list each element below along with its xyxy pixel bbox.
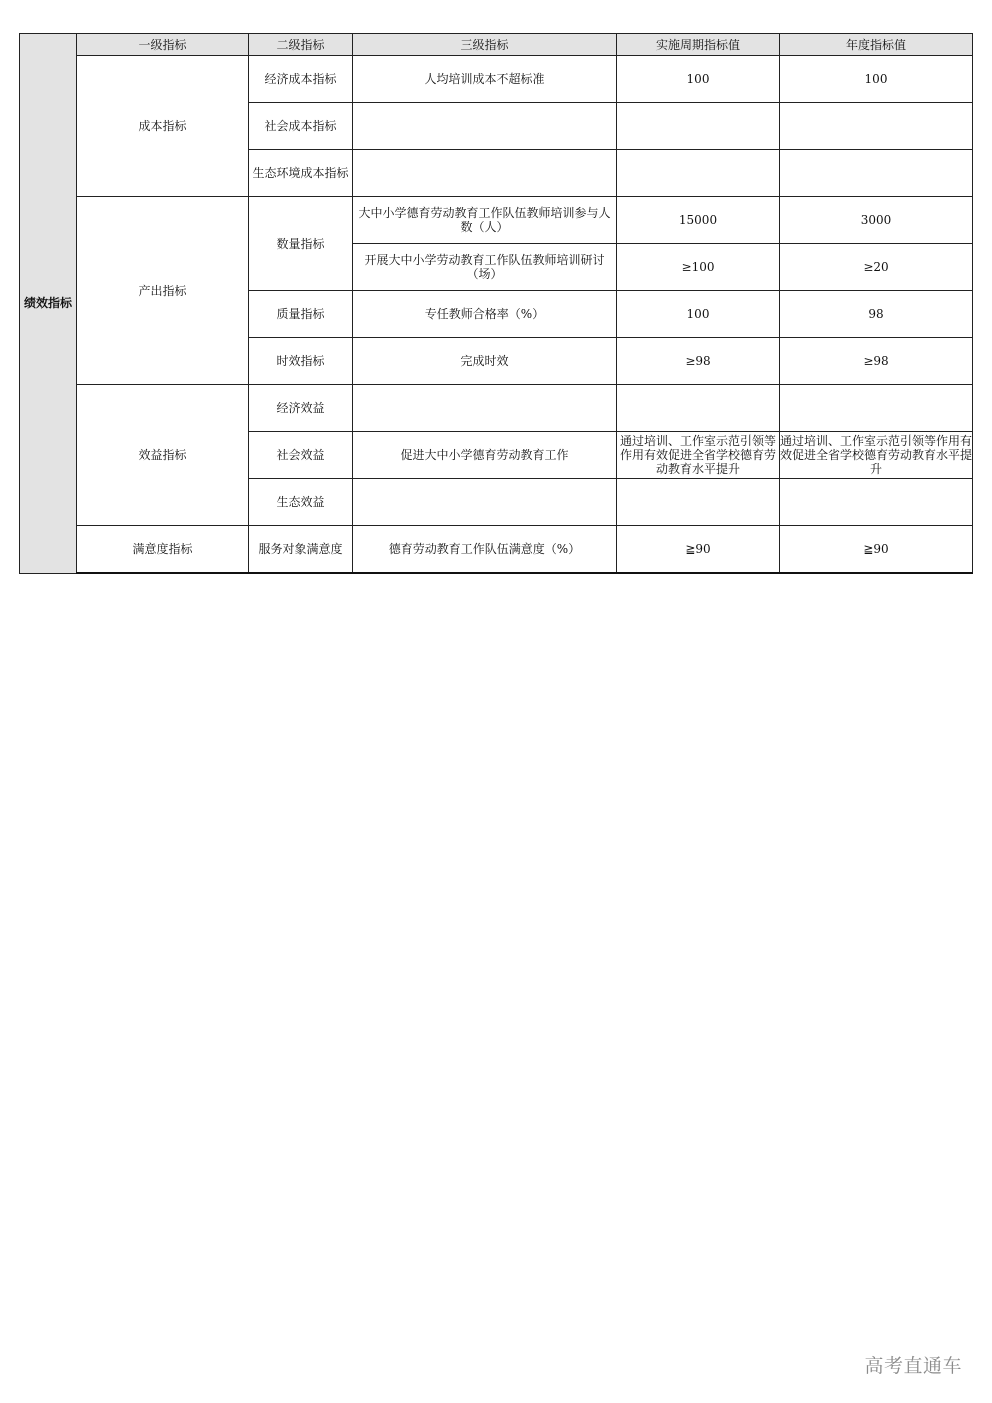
cell-annual: 通过培训、工作室示范引领等作用有效促进全省学校德育劳动教育水平提升 bbox=[780, 432, 973, 479]
cell-period bbox=[617, 479, 780, 526]
cell-level2-quantity: 数量指标 bbox=[249, 197, 353, 291]
cell-annual: ≧90 bbox=[780, 526, 973, 574]
group-satisfaction-label: 满意度指标 bbox=[77, 526, 249, 574]
cell-level2: 经济成本指标 bbox=[249, 56, 353, 103]
cell-level2: 质量指标 bbox=[249, 291, 353, 338]
cell-period bbox=[617, 385, 780, 432]
side-label-performance: 绩效指标 bbox=[20, 34, 77, 574]
cell-annual bbox=[780, 385, 973, 432]
performance-indicator-table bbox=[19, 33, 973, 574]
cell-level2: 生态环境成本指标 bbox=[249, 150, 353, 197]
cell-level2: 生态效益 bbox=[249, 479, 353, 526]
header-period-value: 实施周期指标值 bbox=[617, 34, 780, 56]
table-header-row bbox=[20, 34, 973, 56]
cell-level2: 服务对象满意度 bbox=[249, 526, 353, 574]
cell-period: 通过培训、工作室示范引领等作用有效促进全省学校德育劳动教育水平提升 bbox=[617, 432, 780, 479]
cell-level3 bbox=[353, 479, 617, 526]
cell-period: ≧90 bbox=[617, 526, 780, 574]
cell-annual: ≥98 bbox=[780, 338, 973, 385]
cell-level3: 完成时效 bbox=[353, 338, 617, 385]
header-level2: 二级指标 bbox=[249, 34, 353, 56]
cell-level3: 开展大中小学劳动教育工作队伍教师培训研讨（场） bbox=[353, 244, 617, 291]
cell-period: 15000 bbox=[617, 197, 780, 244]
cell-annual bbox=[780, 150, 973, 197]
header-annual-value: 年度指标值 bbox=[780, 34, 973, 56]
cell-level3: 专任教师合格率（%） bbox=[353, 291, 617, 338]
table-row bbox=[20, 197, 973, 244]
cell-level3 bbox=[353, 103, 617, 150]
header-level3: 三级指标 bbox=[353, 34, 617, 56]
cell-annual: ≥20 bbox=[780, 244, 973, 291]
cell-period: ≥98 bbox=[617, 338, 780, 385]
cell-level3: 人均培训成本不超标准 bbox=[353, 56, 617, 103]
cell-annual bbox=[780, 103, 973, 150]
group-output-label: 产出指标 bbox=[77, 197, 249, 385]
table-row bbox=[20, 526, 973, 574]
group-benefit-label: 效益指标 bbox=[77, 385, 249, 526]
cell-period: 100 bbox=[617, 56, 780, 103]
cell-level2: 社会效益 bbox=[249, 432, 353, 479]
cell-level3: 德育劳动教育工作队伍满意度（%） bbox=[353, 526, 617, 574]
cell-level2: 时效指标 bbox=[249, 338, 353, 385]
cell-period: ≥100 bbox=[617, 244, 780, 291]
group-cost-label: 成本指标 bbox=[77, 56, 249, 197]
cell-level3: 大中小学德育劳动教育工作队伍教师培训参与人数（人） bbox=[353, 197, 617, 244]
cell-level2: 社会成本指标 bbox=[249, 103, 353, 150]
cell-annual: 3000 bbox=[780, 197, 973, 244]
header-level1: 一级指标 bbox=[77, 34, 249, 56]
watermark: 高考直通车 bbox=[864, 1355, 962, 1377]
cell-period bbox=[617, 150, 780, 197]
cell-level3 bbox=[353, 385, 617, 432]
cell-period bbox=[617, 103, 780, 150]
cell-level3 bbox=[353, 150, 617, 197]
cell-period: 100 bbox=[617, 291, 780, 338]
table-row bbox=[20, 385, 973, 432]
cell-annual bbox=[780, 479, 973, 526]
cell-annual: 100 bbox=[780, 56, 973, 103]
cell-level3: 促进大中小学德育劳动教育工作 bbox=[353, 432, 617, 479]
cell-annual: 98 bbox=[780, 291, 973, 338]
table-row bbox=[20, 56, 973, 103]
cell-level2: 经济效益 bbox=[249, 385, 353, 432]
